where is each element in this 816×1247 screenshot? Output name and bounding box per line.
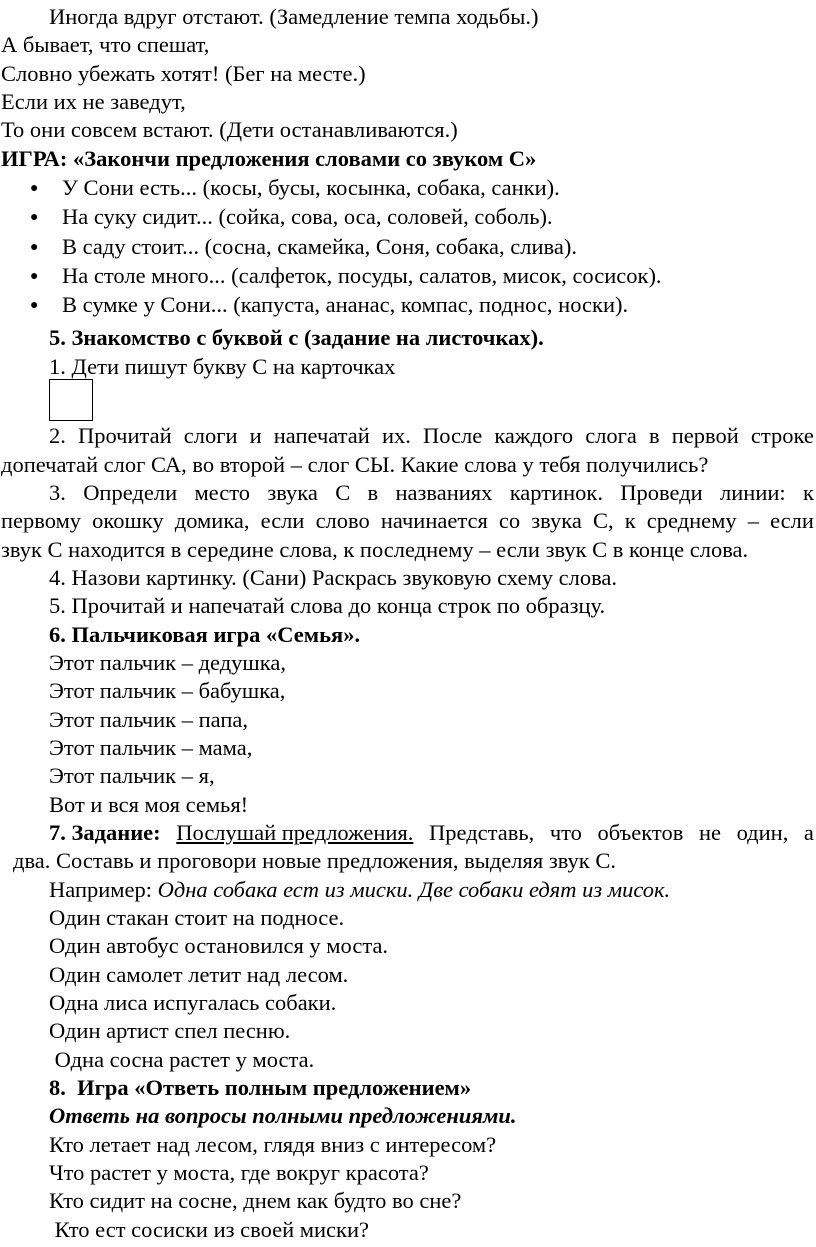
word: Прочитай [77, 423, 172, 449]
word: С [335, 479, 351, 505]
word: Проведи [620, 479, 703, 505]
word: линии: [720, 479, 786, 505]
list-item: У Сони есть... (косы, бусы, косынка, собака, санки). [62, 174, 560, 200]
word: слово [315, 508, 370, 534]
word: если [770, 508, 814, 534]
poem-line: Словно убежать хотят! (Бег на месте.) [1, 60, 366, 86]
poem-line: То они совсем встают. (Дети останавливаются.) [1, 117, 458, 143]
word: Представь, [429, 819, 535, 845]
word: к [624, 508, 636, 534]
rhyme-line: Этот пальчик – бабушка, [49, 678, 286, 704]
sentence: Одна сосна растет у моста. [49, 1046, 315, 1072]
bullet-icon: ● [30, 298, 39, 314]
list-item: На столе много... (салфеток, посуды, салатов, мисок, сосисок). [62, 262, 662, 288]
word: в [649, 423, 660, 449]
word: а [803, 819, 814, 845]
task-text: два. Составь и проговори новые предложения, выделяя звук С. [13, 848, 616, 874]
task-text: 5. Прочитай и напечатай слова до конца строк по образцу. [49, 593, 606, 619]
task-label: 7. Задание: [49, 819, 161, 845]
rhyme-line: Этот пальчик – мама, [49, 734, 253, 760]
poem-line: А бывает, что спешат, [1, 32, 210, 58]
bullet-icon: ● [30, 180, 39, 196]
word: 3. [49, 479, 66, 505]
word: что [549, 819, 582, 845]
list-item: В саду стоит... (сосна, скамейка, Соня, собака, слива). [62, 233, 577, 259]
task-text: 1. Дети пишут букву С на карточках [49, 353, 396, 379]
task-text: звук С находится в середине слова, к последнему – если звук С в конце слова. [1, 536, 749, 562]
word: названиях [395, 479, 493, 505]
word: к [802, 479, 814, 505]
sentence: Один самолет летит над лесом. [49, 961, 349, 987]
question: Кто летает над лесом, глядя вниз с интересом? [49, 1131, 497, 1157]
section-title: 5. Знакомство с буквой с (задание на листочках). [49, 325, 544, 351]
word: звука [267, 479, 318, 505]
poem-line: Если их не заведут, [1, 88, 186, 114]
question: Что растет у моста, где вокруг красота? [49, 1160, 429, 1186]
word: окошку [92, 508, 164, 534]
word: первому [1, 508, 82, 534]
word: их. [381, 423, 411, 449]
question: Кто ест сосиски из своей миски? [49, 1216, 369, 1242]
task-text: 4. Назови картинку. (Сани) Раскрась звуковую схему слова. [49, 564, 618, 590]
letter-card-box [49, 379, 93, 421]
word: со [498, 508, 521, 534]
word: в [367, 479, 379, 505]
word: С, [592, 508, 614, 534]
bullet-icon: ● [30, 239, 39, 255]
word: слога [585, 423, 637, 449]
underlined-instruction: Послушай предложения. [176, 819, 414, 845]
word: среднему [646, 508, 737, 534]
word: объектов [597, 819, 684, 845]
word: место [194, 479, 250, 505]
list-item: На суку сидит... (сойка, сова, оса, соловей, соболь). [62, 204, 553, 230]
word: – [747, 508, 760, 534]
word: первой [671, 423, 739, 449]
word: 2. [49, 423, 66, 449]
task-text-justified [1, 506, 814, 535]
game-title: ИГРА: «Закончи предложения словами со звуком С» [1, 145, 537, 171]
word: начинается [380, 508, 488, 534]
example-text: Одна собака ест из миски. Две собаки едят из мисок. [157, 876, 671, 902]
rhyme-line: Этот пальчик – папа, [49, 706, 248, 732]
word: звука [531, 508, 582, 534]
sentence: Одна лиса испугалась собаки. [49, 990, 337, 1016]
word: После [422, 423, 483, 449]
word: если [260, 508, 305, 534]
word: один, [736, 819, 789, 845]
task-text: допечатай слог СА, во второй – слог СЫ. Какие слова у тебя получились? [1, 451, 709, 477]
bullet-icon: ● [30, 210, 39, 226]
question: Кто сидит на сосне, днем как будто во сне? [49, 1188, 462, 1214]
rhyme-line: Этот пальчик – я, [49, 763, 215, 789]
word: Определи [83, 479, 178, 505]
word: каждого [494, 423, 574, 449]
list-item: В сумке у Сони... (капуста, ананас, компас, поднос, носки). [62, 292, 629, 318]
word: картинок. [509, 479, 603, 505]
task-text-justified [49, 478, 814, 507]
rhyme-line: Этот пальчик – дедушка, [49, 649, 286, 675]
task-text-justified [49, 818, 814, 847]
sentence: Один автобус остановился у моста. [49, 933, 389, 959]
word: не [698, 819, 721, 845]
example-line [49, 875, 670, 904]
word: домика, [174, 508, 250, 534]
section-title: 8. Игра «Ответь полным предложением» [49, 1075, 472, 1101]
word: напечатай [273, 423, 370, 449]
section-title: 6. Пальчиковая игра «Семья». [49, 621, 361, 647]
rhyme-line: Вот и вся моя семья! [49, 791, 249, 817]
poem-line: Иногда вдруг отстают. (Замедление темпа ходьбы.) [49, 3, 539, 29]
word: и [249, 423, 262, 449]
sentence: Один стакан стоит на подносе. [49, 905, 345, 930]
word: строке [750, 423, 814, 449]
bullet-icon: ● [30, 268, 39, 284]
task-text-justified [49, 421, 814, 450]
sentence: Один артист спел песню. [49, 1018, 291, 1044]
example-label: Например: [49, 876, 152, 902]
section-subtitle: Ответь на вопросы полными предложениями. [49, 1103, 517, 1129]
word: слоги [183, 423, 238, 449]
